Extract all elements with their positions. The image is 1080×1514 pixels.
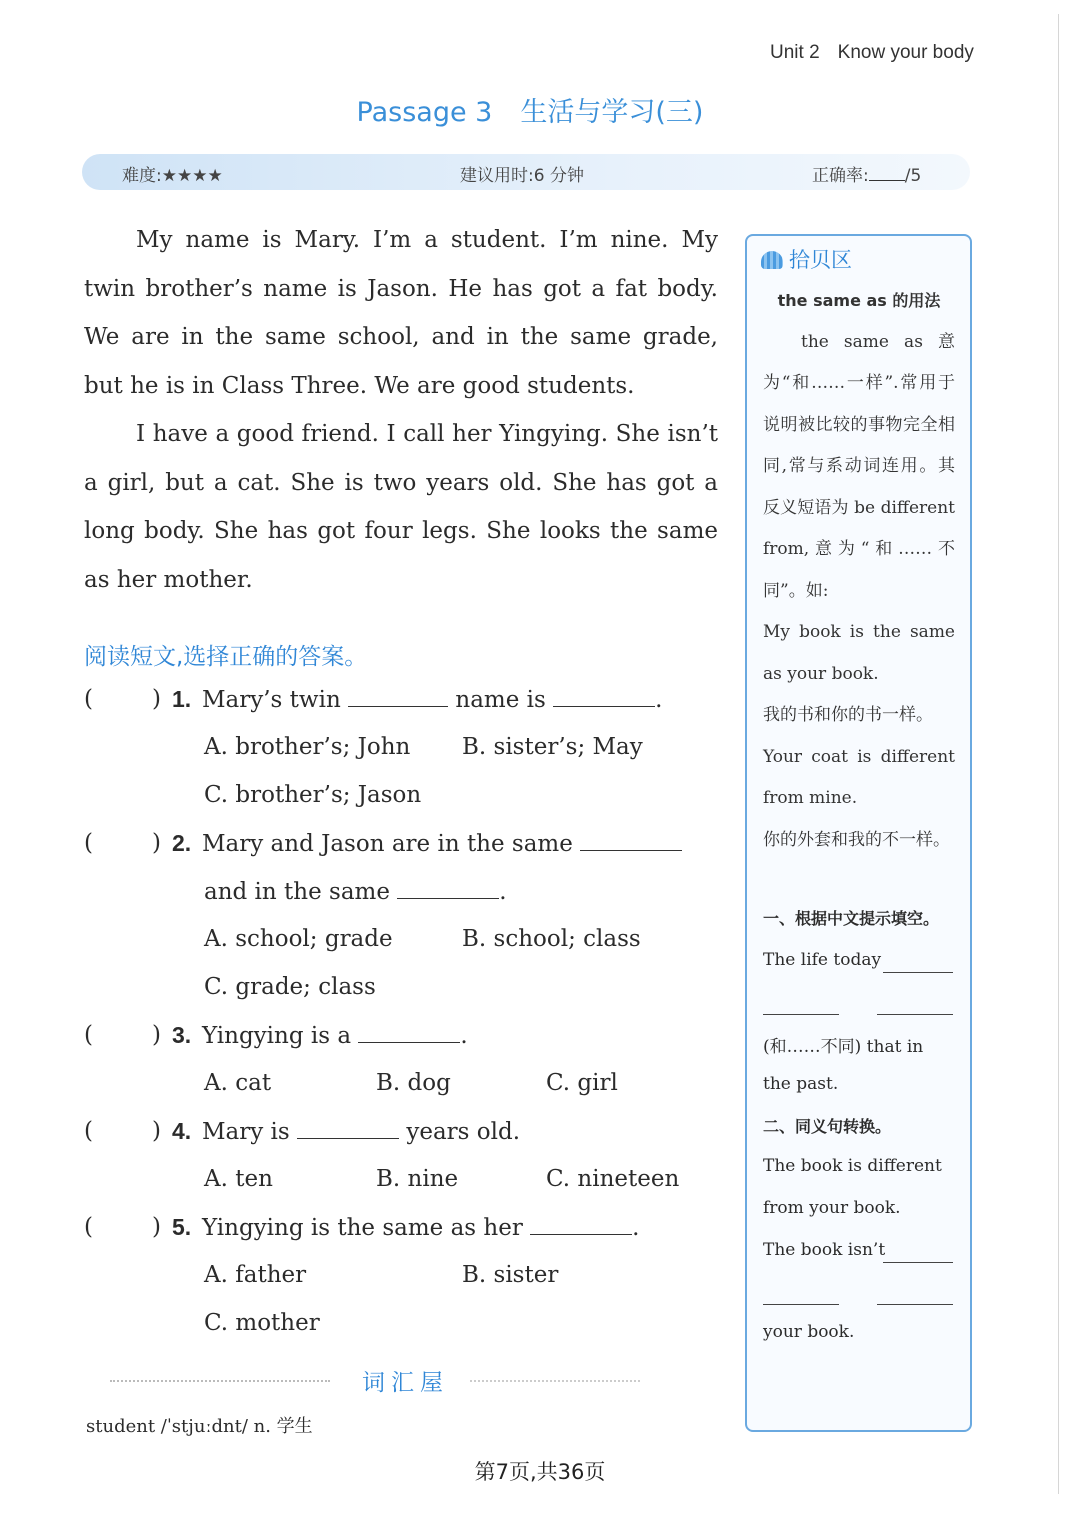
example-1-english: My book is the same as your book. (763, 622, 955, 684)
question-text-part: . (632, 1215, 640, 1241)
answer-paren-open: ( (84, 1214, 93, 1240)
info-bar (82, 154, 970, 190)
passage-paragraph-1: My name is Mary. I’m a student. I’m nine. My twin brother’s name is Jason. He has got a fat body. We are in the same school, and in the same grade, but he is in Class Three. We are good students. (84, 227, 718, 399)
exercise-a-title: 一、根据中文提示填空。 (763, 909, 940, 928)
exercise-b-line-1: The book is different (763, 1156, 942, 1176)
exercise-b-line-2: from your book. (763, 1198, 901, 1218)
answer-paren-close: ) (152, 1118, 161, 1144)
answer-blank[interactable] (580, 830, 682, 851)
question-1 (84, 686, 724, 730)
exercise-a-end: the past. (763, 1074, 839, 1094)
answer-blank[interactable] (348, 686, 448, 707)
dotted-divider-left (110, 1380, 330, 1382)
question-text-part: and in the same (204, 879, 390, 905)
unit-header (770, 42, 974, 64)
question-3 (84, 1022, 724, 1066)
option-c[interactable]: C. brother’s; Jason (204, 782, 422, 808)
sidebox-title: 拾贝区 (789, 248, 852, 272)
option-b[interactable]: B. sister’s; May (462, 734, 643, 760)
accuracy-score (812, 161, 921, 186)
question-text (202, 1214, 639, 1241)
sidebox-notes (763, 280, 955, 861)
question-text-part: . (460, 1023, 468, 1049)
exercise-b-blank[interactable] (763, 1304, 839, 1305)
exercise-a-hint: (和……不同) that in (763, 1037, 924, 1057)
answer-paren-close: ) (152, 1214, 161, 1240)
question-text-part: Yingying is a (202, 1023, 352, 1049)
suggested-time: 建议用时:6 分钟 (460, 166, 584, 186)
option-a[interactable]: A. father (204, 1262, 307, 1288)
question-text-part: Mary and Jason are in the same (202, 831, 573, 857)
exercise-a-line-1: The life today (763, 950, 882, 970)
sidebox-header (761, 244, 852, 274)
answer-paren-close: ) (152, 830, 161, 856)
option-b[interactable]: B. school; class (462, 926, 641, 952)
answer-blank[interactable] (297, 1118, 399, 1139)
passage-number: Passage 3 (356, 97, 493, 128)
unit-number: Unit 2 (770, 42, 820, 63)
question-text (202, 686, 662, 713)
answer-paren-open: ( (84, 830, 93, 856)
question-text-part: . (499, 879, 507, 905)
question-text (202, 830, 682, 857)
exercise-b-blank[interactable] (883, 1262, 953, 1263)
accuracy-total: /5 (904, 166, 922, 186)
option-b[interactable]: B. dog (376, 1070, 451, 1096)
accuracy-blank[interactable] (869, 164, 905, 181)
question-text-part: Mary is (202, 1119, 290, 1145)
passage-title (0, 90, 1060, 129)
answer-blank[interactable] (530, 1214, 632, 1235)
question-number: 4. (172, 1118, 192, 1144)
question-text-part: Mary’s twin (202, 687, 341, 713)
question-2-line-2 (204, 878, 507, 905)
exercise-b-title: 二、同义句转换。 (763, 1117, 892, 1136)
question-text-part: . (655, 687, 663, 713)
task-instruction: 阅读短文,选择正确的答案。 (84, 644, 368, 670)
question-4 (84, 1118, 724, 1162)
option-a[interactable]: A. ten (204, 1166, 273, 1192)
question-number: 5. (172, 1214, 192, 1240)
passage-paragraph-2: I have a good friend. I call her Yingying. She isn’t a girl, but a cat. She is two years old. She has got a long body. She has got four legs. She looks the same as her mother. (84, 421, 718, 593)
option-a[interactable]: A. cat (204, 1070, 272, 1096)
question-text-part: years old. (406, 1119, 521, 1145)
page-edge-line (1058, 14, 1059, 1494)
vocab-entry: student /ˈstjuːdnt/ n. 学生 (86, 1416, 313, 1437)
option-c[interactable]: C. grade; class (204, 974, 376, 1000)
answer-blank[interactable] (553, 686, 655, 707)
option-c[interactable]: C. mother (204, 1310, 320, 1336)
exercise-b-line-3: The book isn’t (763, 1240, 886, 1260)
question-text (202, 1022, 468, 1049)
dotted-divider-right (470, 1380, 640, 1382)
answer-paren-open: ( (84, 686, 93, 712)
unit-title: Know your body (837, 42, 974, 63)
question-text-part: Yingying is the same as her (202, 1215, 523, 1241)
option-b[interactable]: B. nine (376, 1166, 459, 1192)
question-number: 1. (172, 686, 192, 712)
exercise-a-blank[interactable] (763, 1014, 839, 1015)
example-2-chinese: 你的外套和我的不一样。 (763, 829, 950, 850)
sidebox-explanation: the same as 意为“和……一样”.常用于说明被比较的事物完全相同,常与系动词连用。其反义短语为 be different from,意为“和……不同”。如: (763, 331, 955, 601)
exercise-b-end: your book. (763, 1322, 855, 1342)
passage-topic: 生活与学习(三) (520, 97, 704, 128)
exercise-a-blank[interactable] (877, 1014, 953, 1015)
tips-sidebox (745, 234, 972, 1432)
example-1-chinese: 我的书和你的书一样。 (763, 705, 933, 725)
exercise-b-blank[interactable] (877, 1304, 953, 1305)
option-c[interactable]: C. girl (546, 1070, 618, 1096)
option-a[interactable]: A. brother’s; John (204, 734, 411, 760)
question-5 (84, 1214, 724, 1258)
reading-passage (84, 216, 718, 604)
vocab-title: 词汇屋 (362, 1370, 449, 1396)
option-a[interactable]: A. school; grade (204, 926, 393, 952)
example-2-english: Your coat is different from mine. (763, 746, 955, 808)
question-text (202, 1118, 520, 1145)
option-b[interactable]: B. sister (462, 1262, 559, 1288)
sidebox-subtitle: the same as 的用法 (777, 291, 941, 310)
accuracy-label: 正确率: (812, 166, 869, 186)
answer-paren-close: ) (152, 1022, 161, 1048)
page-footer: 第7页,共36页 (474, 1460, 606, 1484)
question-text-part: name is (455, 687, 546, 713)
answer-paren-open: ( (84, 1118, 93, 1144)
shell-icon (761, 251, 783, 269)
answer-paren-open: ( (84, 1022, 93, 1048)
question-number: 2. (172, 830, 192, 856)
option-c[interactable]: C. nineteen (546, 1166, 680, 1192)
answer-blank[interactable] (358, 1022, 460, 1043)
exercise-a-blank[interactable] (883, 972, 953, 973)
difficulty-rating: 难度:★★★★ (122, 166, 223, 186)
answer-blank[interactable] (397, 878, 499, 899)
answer-paren-close: ) (152, 686, 161, 712)
question-2 (84, 830, 724, 874)
question-number: 3. (172, 1022, 192, 1048)
